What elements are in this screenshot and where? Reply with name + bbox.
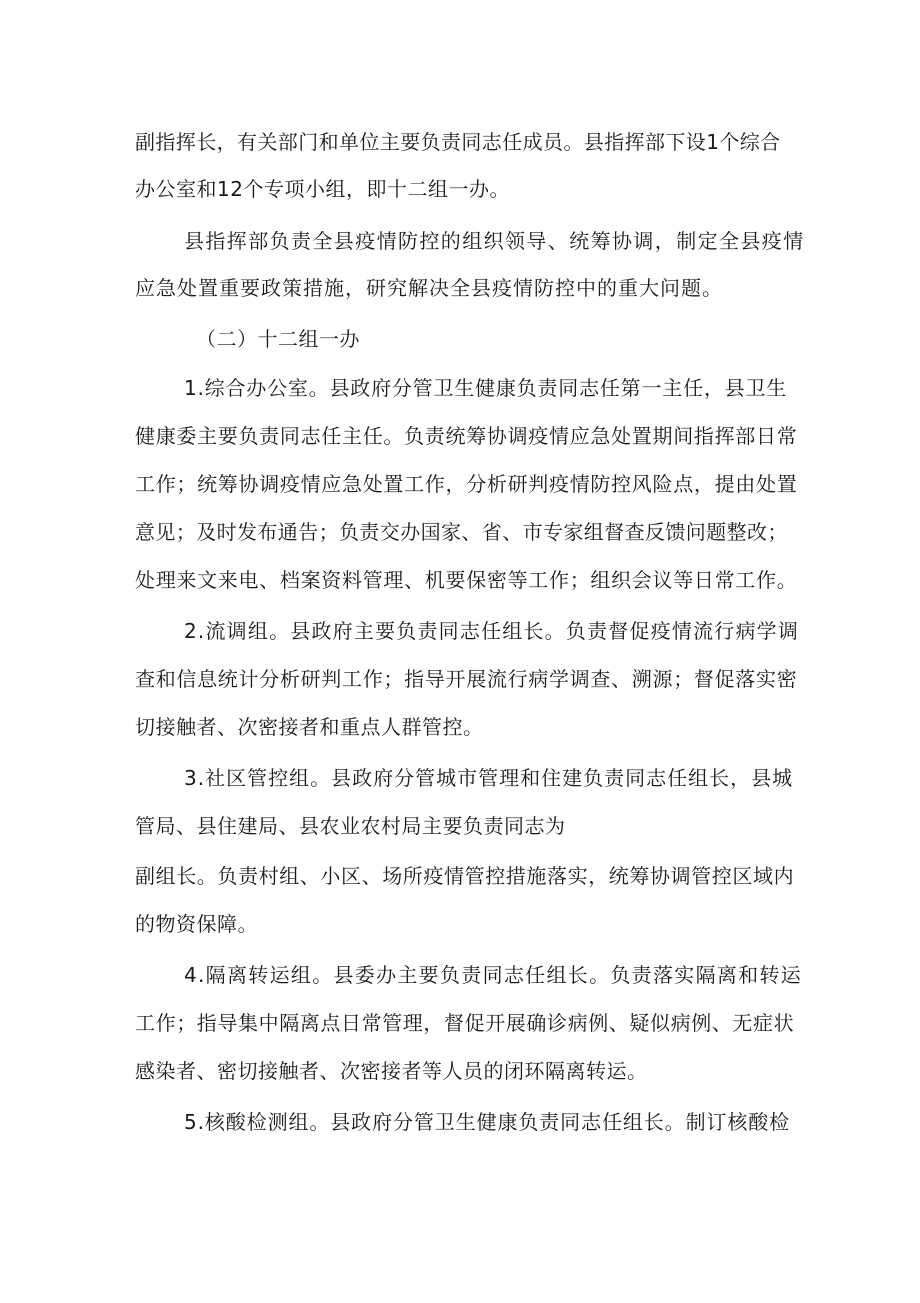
- body-text-line: 3.社区管控组。县政府分管城市管理和住建负责同志任组长，县城: [184, 766, 794, 790]
- body-text-line: 5.核酸检测组。县政府分管卫生健康负责同志任组长。制订核酸检: [184, 1110, 791, 1134]
- body-text-line: 县指挥部负责全县疫情防控的组织领导、统筹协调，制定全县疫情: [184, 229, 805, 253]
- body-text-line: 工作；指导集中隔离点日常管理，督促开展确诊病例、疑似病例、无症状: [135, 1011, 795, 1035]
- body-text-line: 处理来文来电、档案资料管理、机要保密等工作；组织会议等日常工作。: [135, 568, 798, 592]
- body-text-line: 查和信息统计分析研判工作；指导开展流行病学调查、溯源；督促落实密: [135, 667, 798, 691]
- body-text-line: 意见；及时发布通告；负责交办国家、省、市专家组督查反馈问题整改；: [135, 520, 788, 544]
- body-text-line: 感染者、密切接触者、次密接者等人员的闭环隔离转运。: [135, 1059, 648, 1083]
- body-text-line: 办公室和12个专项小组，即十二组一办。: [135, 177, 510, 201]
- body-text-line: 的物资保障。: [135, 912, 258, 936]
- body-text-line: 副组长。负责村组、小区、场所疫情管控措施落实，统筹协调管控区域内: [135, 864, 795, 888]
- body-text-line: 4.隔离转运组。县委办主要负责同志任组长。负责落实隔离和转运: [184, 963, 803, 987]
- body-text-line: 应急处置重要政策措施，研究解决全县疫情防控中的重大问题。: [135, 276, 723, 300]
- body-text-line: 管局、县住建局、县农业农村局主要负责同志为: [135, 814, 566, 838]
- section-heading: （二）十二组一办: [196, 327, 360, 351]
- body-text-line: 1.综合办公室。县政府分管卫生健康负责同志任第一主任，县卫生: [184, 376, 788, 400]
- body-text-line: 2.流调组。县政府主要负责同志任组长。负责督促疫情流行病学调: [184, 619, 800, 643]
- body-text-line: 健康委主要负责同志任主任。负责统筹协调疫情应急处置期间指挥部日常: [135, 424, 798, 448]
- body-text-line: 切接触者、次密接者和重点人群管控。: [135, 715, 484, 739]
- body-text-line: 工作；统筹协调疫情应急处置工作，分析研判疫情防控风险点，提由处置: [135, 472, 798, 496]
- body-text-line: 副指挥长，有关部门和单位主要负责同志任成员。县指挥部下设1个综合: [135, 130, 781, 154]
